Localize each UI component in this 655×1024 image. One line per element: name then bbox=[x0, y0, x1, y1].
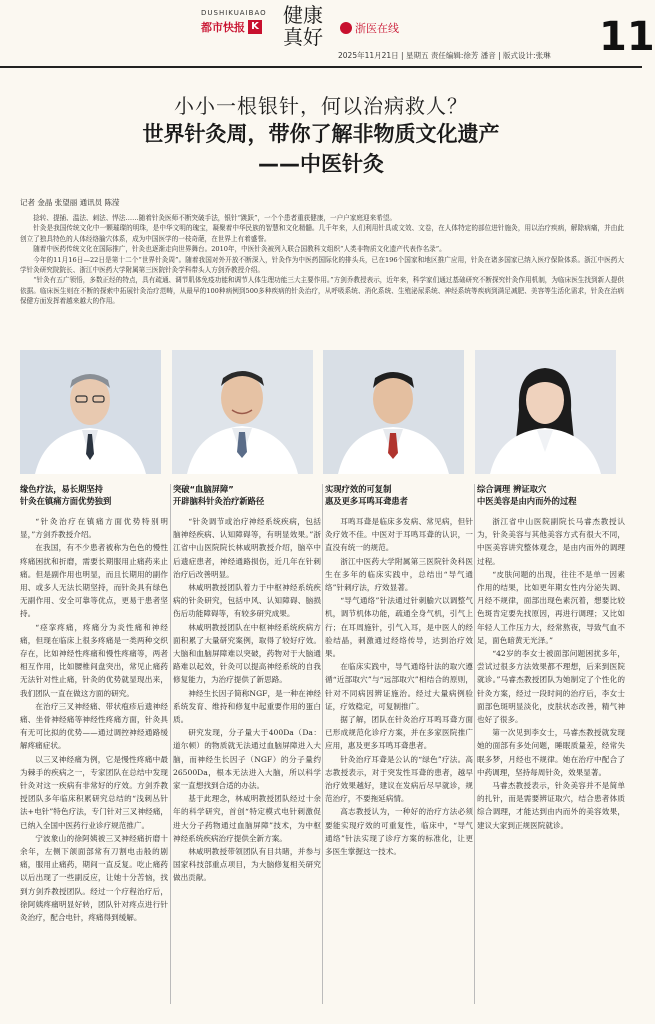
zheyi-logo-icon bbox=[340, 22, 352, 34]
brand-k-logo-icon: K bbox=[248, 20, 262, 34]
doctor-portrait-4 bbox=[475, 350, 616, 474]
column-paragraph: 在临床实践中，导气通络针法的取穴遵循“近部取穴”与“远部取穴”相结合的原则，针对不同病因辨证施治。经过大量病例验证，疗效稳定，可复制推广。 bbox=[325, 662, 473, 711]
column-paragraph: “皮肤问题的出现，往往不是单一因素作用的结果，比如更年期女性内分泌失调、月经不规律，面部出现色素沉着，想要比较色斑肯定要先找原因，再进行调理；又比如年轻人工作压力大，经常熬夜，导致气血不足，面色暗黄无光泽。” bbox=[477, 569, 625, 645]
column-paragraph: 林咸明教授团队着力于中枢神经系统疾病的针灸研究，包括中风、认知障碍、脑损伤后功能障碍等，有较多研究成果。 bbox=[173, 583, 321, 619]
column-2-heading: 突破“血脑屏障” 开辟脑科针灸治疗新路径 bbox=[173, 484, 265, 506]
column-paragraph: 浙江中医药大学附属第三医院针灸科医生在多年的临床实践中，总结出“导气通络”针刺疗法，疗效显著。 bbox=[325, 556, 473, 593]
column-paragraph: 宁波象山的徐阿姨被三叉神经痛折磨十余年，左侧下颌面部常有刀割电击般的剧痛，服用止痛药，期间一直反复。吃止痛药以后出现了一些副反应，让她十分苦恼，找到方剑乔教授团队。经过一个疗程治疗后，徐阿姨疼痛明显好转，团队针对疼点进行针灸治疗，配合电针，疼痛得到缓解。 bbox=[20, 833, 168, 923]
column-paragraph: “导气通络”针法通过针刺腧穴以调整气机，调节机体功能，疏通全身气机，引气上行；在耳周施针，引气入耳，是中医人的经验结晶，刺激通过经络传导，达到治疗效果。 bbox=[325, 596, 473, 659]
column-paragraph: 神经生长因子简称NGF，是一种在神经系统发育、维持和修复中起重要作用的蛋白质。 bbox=[173, 688, 321, 725]
kicker-headline: 小小一根银针，何以治病救人？ bbox=[174, 94, 468, 118]
column-paragraph: 据了解，团队在针灸治疗耳鸣耳聋方面已形成规范化诊疗方案，并在多家医院推广应用，惠及更多耳鸣耳聋患者。 bbox=[325, 715, 473, 751]
issue-info: 2025年11月21日 | 星期五 责任编辑:徐芳 潘音 | 版式设计:张琳 bbox=[338, 51, 551, 60]
column-paragraph: 基于此理念，林咸明教授团队经过十余年的科学研究，首创“特定模式电针刺激促进大分子药物通过血脑屏障”技术，为中枢神经系统疾病治疗提供全新方案。 bbox=[173, 794, 321, 843]
intro-paragraph: 针灸是我国传统文化中一颗璀璨的明珠，是中华文明的瑰宝，凝聚着中华民族的智慧和文化精髓。几千年来，人们利用针具或文效、文卷，在人体特定的部位进针施灸，用以治疗疾病，解除病痛，并由此创立了独具特色的人体经络腧穴体系，成为中国医学的一枝奇葩，在世界上有着盛誉。 bbox=[20, 224, 624, 243]
column-paragraph: “针灸调节或治疗神经系统疾病，包括脑神经疾病、认知障碍等，有明显效果。”浙江省中山医院院长林咸明教授介绍，脑卒中后遗症患者，神经通路损伤，近几年在针刺治疗后改善明显。 bbox=[173, 517, 321, 579]
masthead bbox=[0, 0, 655, 70]
portrait-female-image bbox=[475, 350, 616, 474]
section-badge-label: 浙医在线 bbox=[355, 22, 399, 35]
column-3-heading: 实现疗效的可复制 惠及更多耳鸣耳聋患者 bbox=[325, 484, 408, 506]
intro-paragraph: 今年的11月16日—22日是第十二个“世界针灸周”。随着我国对外开放不断深入，针灸作为中医药国际化的排头兵，已在196个国家和地区推广应用，针灸在诸多国家已纳入医疗保险体系。浙江中医药大学针灸研究院院长、浙江中医药大学附属第三医院针灸学科带头人方剑乔教授介绍。 bbox=[20, 255, 624, 275]
portrait-male-smiling-image bbox=[172, 350, 313, 474]
doctor-portrait-1 bbox=[20, 350, 161, 474]
column-divider bbox=[322, 484, 323, 1004]
column-paragraph: 耳鸣耳聋是临床多发病、常见病，但针灸疗效不佳。中医对于耳鸣耳聋的认识，一直没有统一的规范。 bbox=[325, 517, 473, 553]
main-headline: 世界针灸周，带你了解非物质文化遗产 bbox=[142, 122, 500, 146]
column-paragraph: 浙江省中山医院副院长马睿杰教授认为，针灸美容与其他美容方式有很大不同，中医美容讲究整体观念，是由内而外的调理过程。 bbox=[477, 517, 625, 566]
article-column-4 bbox=[477, 484, 625, 832]
masthead-rule bbox=[0, 66, 642, 68]
section-badge bbox=[340, 20, 399, 36]
article-column-2 bbox=[173, 484, 321, 885]
column-paragraph: 研究发现，分子量大于400Da（Da：道尔顿）的物质就无法通过血脑屏障进入大脑，而神经生长因子（NGF）的分子量约26500Da，根本无法进入大脑，所以科学家一直想找到合适的办法。 bbox=[173, 728, 321, 791]
column-divider bbox=[474, 484, 475, 1004]
brand-chinese: 都市快报 bbox=[201, 21, 245, 34]
intro-paragraph: “针灸有五广领悟，多数正经的特点，具有疏通、调节肌体免疫功能和调节人体生理功能三大主要作用。”方剑乔教授表示，近年来，科学家们通过基础研究不断探究针灸作用机制，为临床医生找到新人提供依据。临床医生则在不断的探索中拓展针灸治疗范畴，从最早的100种病例到500多种疾病的针灸治疗，从呼吸系统、消化系统、生殖泌尿系统、神经系统等疾病到满足减肥、美容等生活化需求，针灸在治病保健方面发挥着越来越大的作用。 bbox=[20, 276, 624, 306]
doctor-portrait-3 bbox=[323, 350, 464, 474]
column-divider bbox=[170, 484, 171, 1004]
column-paragraph: 在我国，有不少患者被称为色色的慢性疼痛困扰和折磨，需要长期服用止痛药来止痛。但是副作用也明显，而且长期用的副作用、或多人无法长期坚持，而针灸具有绿色无副作用、安全可靠等优点，更易于患者坚持。 bbox=[20, 543, 168, 619]
column-paragraph: 在治疗三叉神经痛、带状疱疹后遗神经痛、坐骨神经痛等神经性疼痛方面，针灸具有无可比拟的优势——通过调控神经通路缓解疼痛症状。 bbox=[20, 701, 168, 751]
article-column-1 bbox=[20, 484, 168, 924]
column-paragraph: “42岁的李女士被面部问题困扰多年，尝试过很多方法效果都不理想，后来到医院就诊。”马睿杰教授团队为她制定了个性化的针灸方案，经过一段时间的治疗后，李女士面部色斑明显淡化，皮肤状态改善，精气神也好了很多。 bbox=[477, 649, 625, 725]
column-paragraph: “针灸治疗在镇痛方面优势特别明显，”方剑乔教授介绍。 bbox=[20, 517, 168, 540]
portrait-male-tie-image bbox=[323, 350, 464, 474]
main-headline-line2: ——中医针灸 bbox=[258, 152, 384, 176]
intro-paragraph: 捻转、提插、温法、刺法、悍法……随着针灸医师不断突破手法，银针“跳跃”，一个个患者重获健康，一户户家庭迎来希望。 bbox=[33, 214, 396, 222]
section-title: 健康真好 bbox=[283, 3, 323, 49]
column-paragraph: 马睿杰教授表示，针灸美容并不是简单的扎针，而是需要辨证取穴，结合患者体质综合调理，才能达到由内而外的美容效果，建议大家到正规医院就诊。 bbox=[477, 781, 625, 830]
intro-text bbox=[20, 213, 624, 307]
portrait-male-glasses-image bbox=[20, 350, 161, 474]
page-number: 11 bbox=[599, 14, 655, 60]
column-paragraph: 针灸治疗耳聋是公认的“绿色”疗法。高志教授表示，对于突发性耳聋的患者，越早治疗效果越好，建议在发病后尽早就诊，规范治疗，不要拖延病情。 bbox=[325, 754, 473, 804]
column-paragraph: 第一次见到李女士，马睿杰教授就发现她的面部有多处问题，睡眠质量差，经常失眠多梦，月经也不规律。她在治疗中配合了中药调理，坚持每周针灸，效果显著。 bbox=[477, 728, 625, 777]
newspaper-brand bbox=[201, 9, 289, 35]
doctor-portrait-2 bbox=[172, 350, 313, 474]
brand-english: DUSHIKUAIBAO bbox=[201, 9, 267, 17]
column-4-heading: 综合调理 辨证取穴 中医美容是由内而外的过程 bbox=[477, 484, 577, 506]
column-paragraph: 高志教授认为，一种好的治疗方法必须要能实现疗效的可重复性，临床中，“导气通络”针法实现了诊疗方案的标准化，让更多医生掌握这一技术。 bbox=[325, 807, 473, 857]
column-paragraph: “痉挛疼痛，疼痛分为炎性痛和神经痛，但现在临床上很多疼痛是一类两种交织存在，比如神经性疼痛和慢性疼痛等，两者相互作用，比如腰椎间盘突出，常见止痛药无法针对性止痛，针灸的优势就显现出来，我们团队一直在做这方面的研究。 bbox=[20, 622, 168, 698]
byline: 记者 金晶 张望丽 通讯员 陈滢 bbox=[20, 198, 120, 207]
column-paragraph: 以三叉神经痛为例，它是慢性疼痛中最为棘手的疾病之一，专家团队在总结中发现针灸对这一疾病有非常好的疗效。方剑乔教授团队多年临床积累研究总结的“浅刺丛针法+电针”特色疗法，专门针对三叉神经痛，已纳入全国中医药行业诊疗规范推广。 bbox=[20, 754, 168, 830]
article-column-3 bbox=[325, 484, 473, 858]
column-paragraph: 林咸明教授团队在中枢神经系统疾病方面积累了大量研究案例，取得了较好疗效。大脑和血脑屏障难以突破，药物对于大脑通路难以起效，针灸可以提高神经系统的自我修复能力，为治疗提供了新思路。 bbox=[173, 622, 321, 685]
column-paragraph: 林咸明教授带领团队有目共睹，并参与国家科技部重点项目，为大脑修复相关研究做出贡献。 bbox=[173, 847, 321, 883]
intro-paragraph: 随着中医药传统文化在国际推广，针灸也逐渐走向世界舞台。2010年，中医针灸被列入联合国教科文组织“人类非物质文化遗产代表作名录”。 bbox=[33, 245, 446, 254]
column-1-heading: 缘色疗法，易长期坚持 针灸在镇痛方面优势独到 bbox=[20, 484, 112, 506]
